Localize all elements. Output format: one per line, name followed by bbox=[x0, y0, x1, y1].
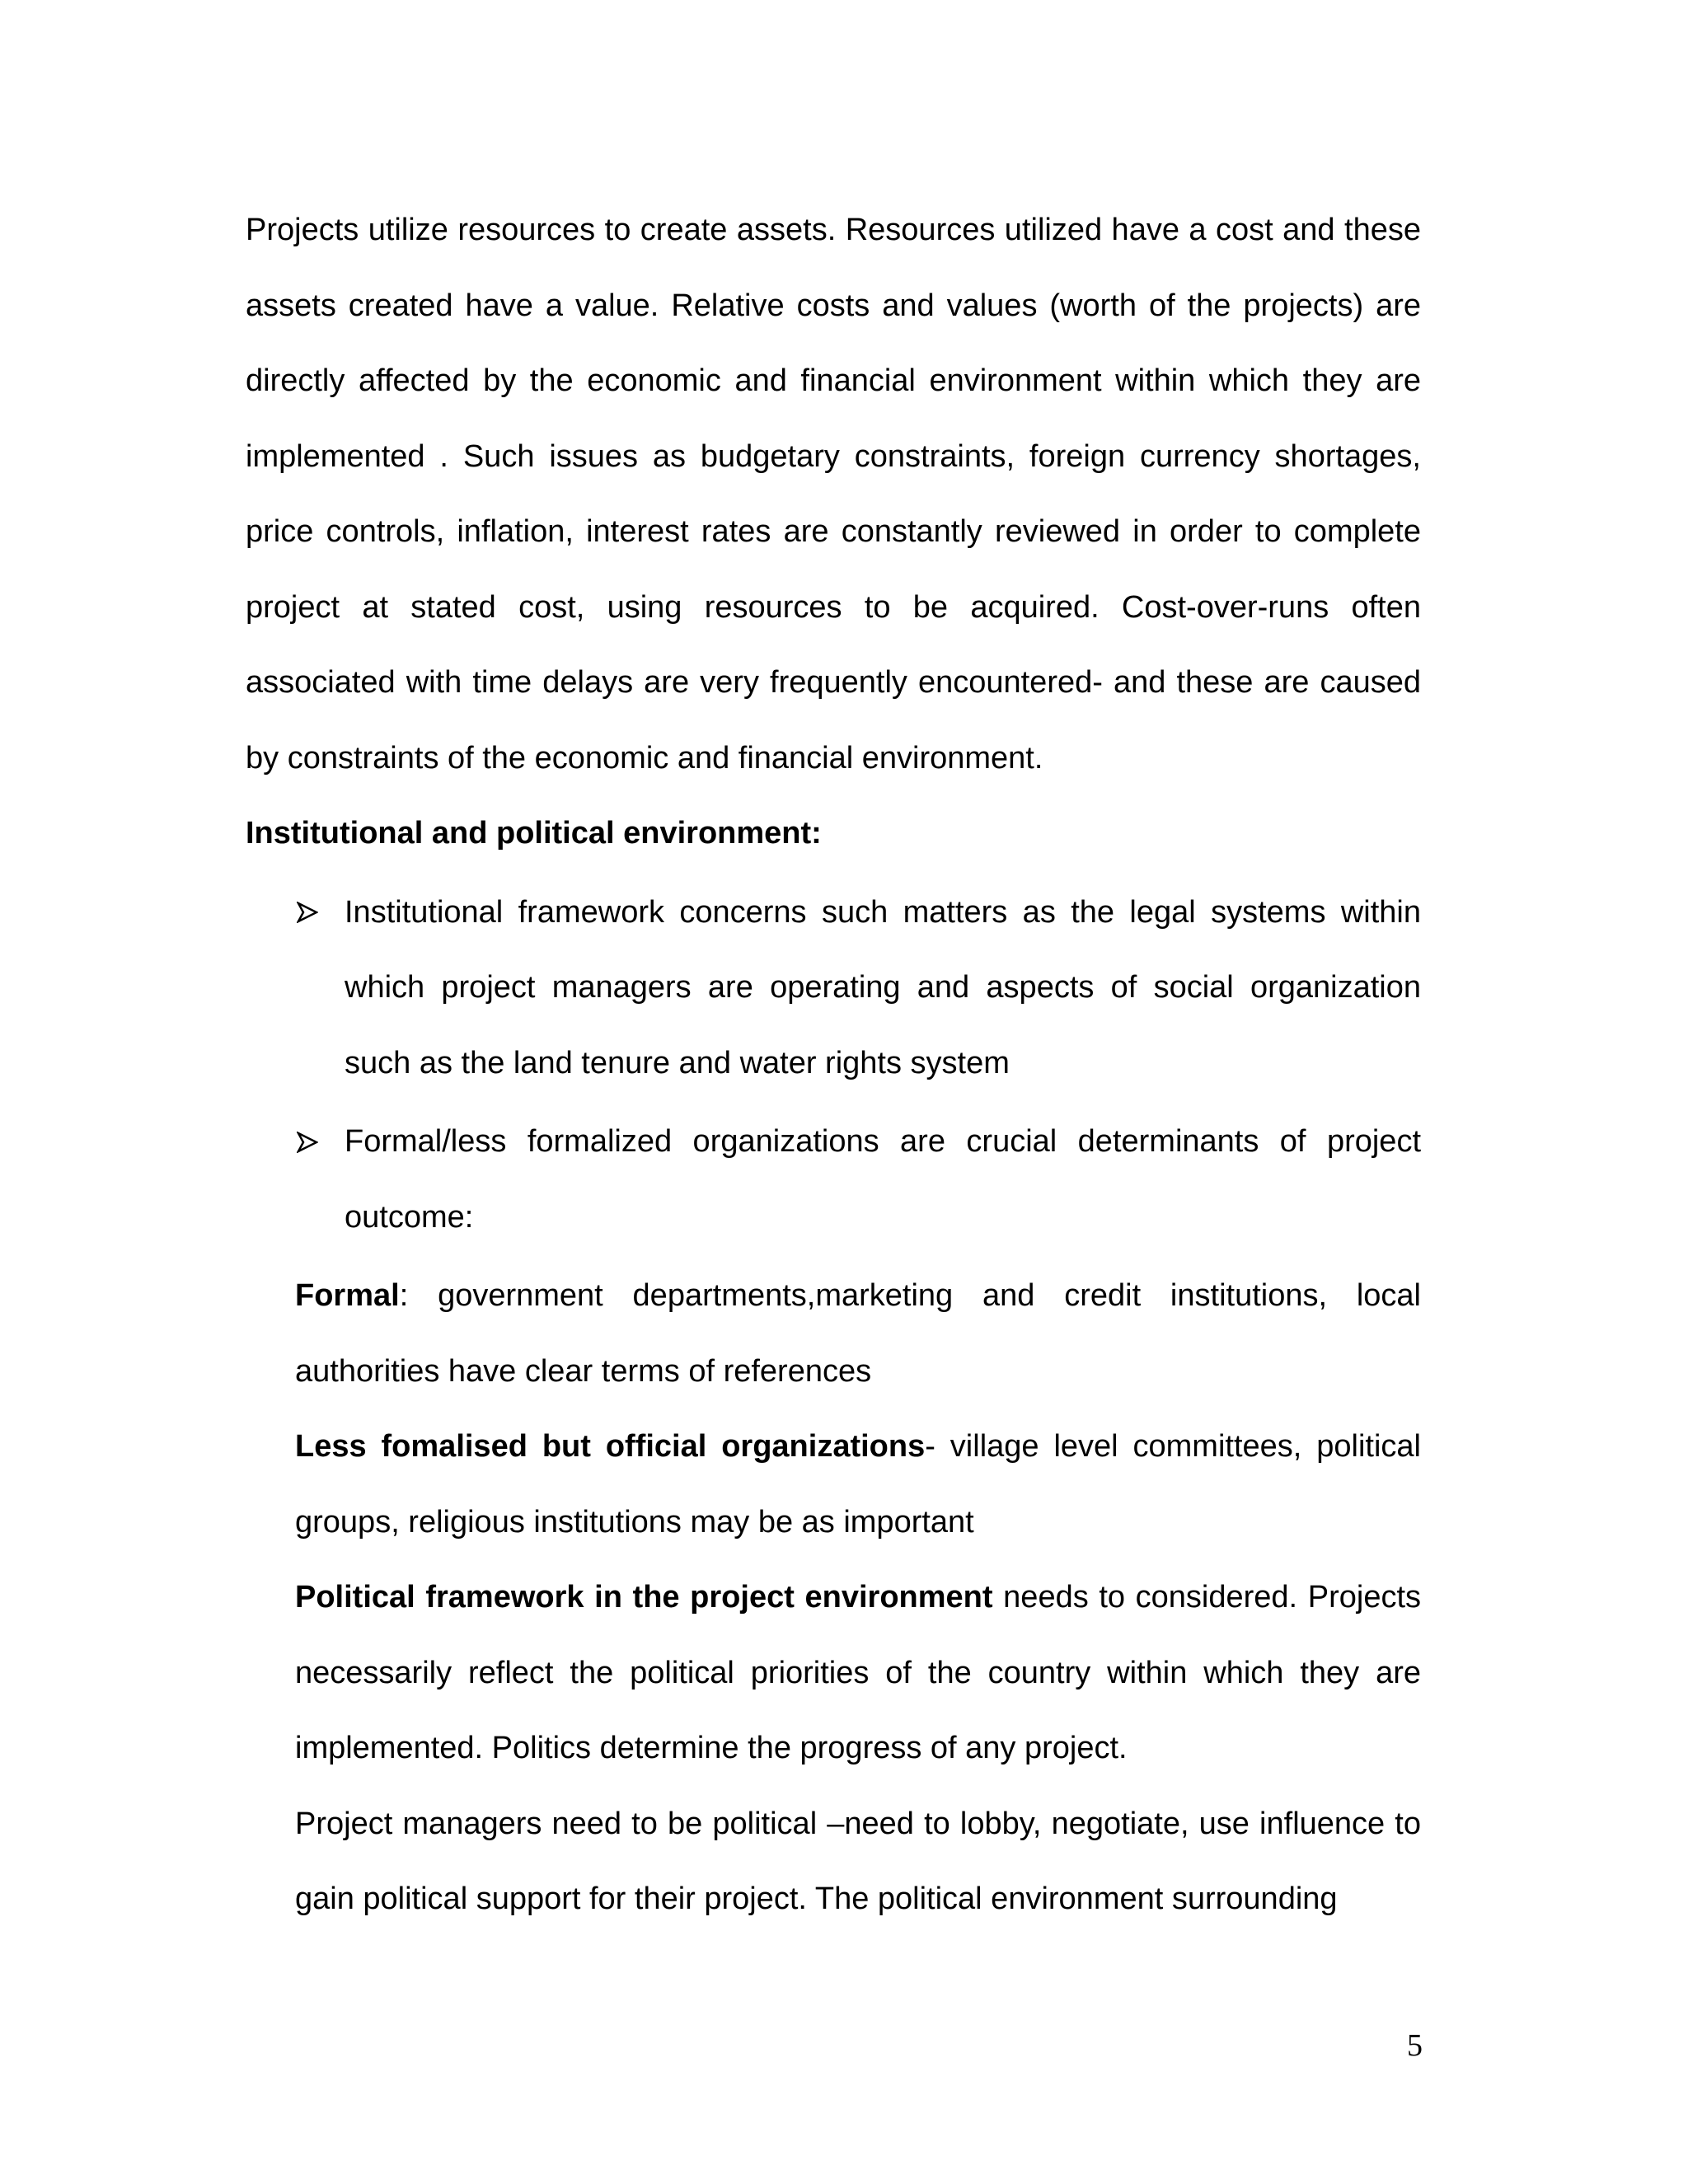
less-formal-text: - village level committees, political groups, religious institutions may be as important bbox=[295, 1429, 1421, 1540]
paragraph-formal bbox=[295, 1258, 1421, 1409]
paragraph-less-formal bbox=[295, 1409, 1421, 1560]
paragraph-project-managers: Project managers need to be political –need to lobby, negotiate, use influence to gain political support for their project. The political environment surrounding bbox=[295, 1806, 1421, 1916]
term-less-formal: Less fomalised but official organizations bbox=[295, 1429, 926, 1464]
political-text: needs to considered. Projects necessarily reflect the political priorities of the country within which they are implemented. Politics determine the progress of any project. bbox=[295, 1580, 1422, 1765]
formal-text: : government departments,marketing and credit institutions, local authorities have clear terms of references bbox=[295, 1278, 1421, 1389]
term-formal: Formal bbox=[295, 1278, 400, 1313]
bullet-item-institutional-framework bbox=[246, 875, 1421, 1102]
arrow-bullet-icon bbox=[297, 1104, 321, 1180]
bullet-text: Institutional framework concerns such matters as the legal systems within which project managers are operating and aspects of social organization such as the land tenure and water rights system bbox=[345, 894, 1421, 1080]
body-text bbox=[246, 193, 1421, 1938]
paragraph-political-framework bbox=[295, 1560, 1421, 1787]
paragraph-economic-environment: Projects utilize resources to create assets. Resources utilized have a cost and these assets created have a value. Relative costs and values (worth of the projects) are directly affected by the economic and financial environment within which they are implemented . Such issues as budgetary constraints, foreign currency shortages, price controls, inflation, interest rates are constantly reviewed in order to complete project at stated cost, using resources to be acquired. Cost-over-runs often associated with time delays are very frequently encountered- and these are caused by constraints of the economic and financial environment. bbox=[246, 213, 1421, 776]
bullet-text: Formal/less formalized organizations are crucial determinants of project outcome: bbox=[345, 1124, 1421, 1235]
bullet-list bbox=[246, 875, 1421, 1256]
arrow-bullet-icon bbox=[297, 875, 321, 951]
term-political-framework: Political framework in the project environment bbox=[295, 1580, 993, 1615]
bullet-item-organizations bbox=[246, 1104, 1421, 1255]
section-heading: Institutional and political environment: bbox=[246, 816, 822, 851]
page-number: 5 bbox=[1407, 2028, 1423, 2063]
